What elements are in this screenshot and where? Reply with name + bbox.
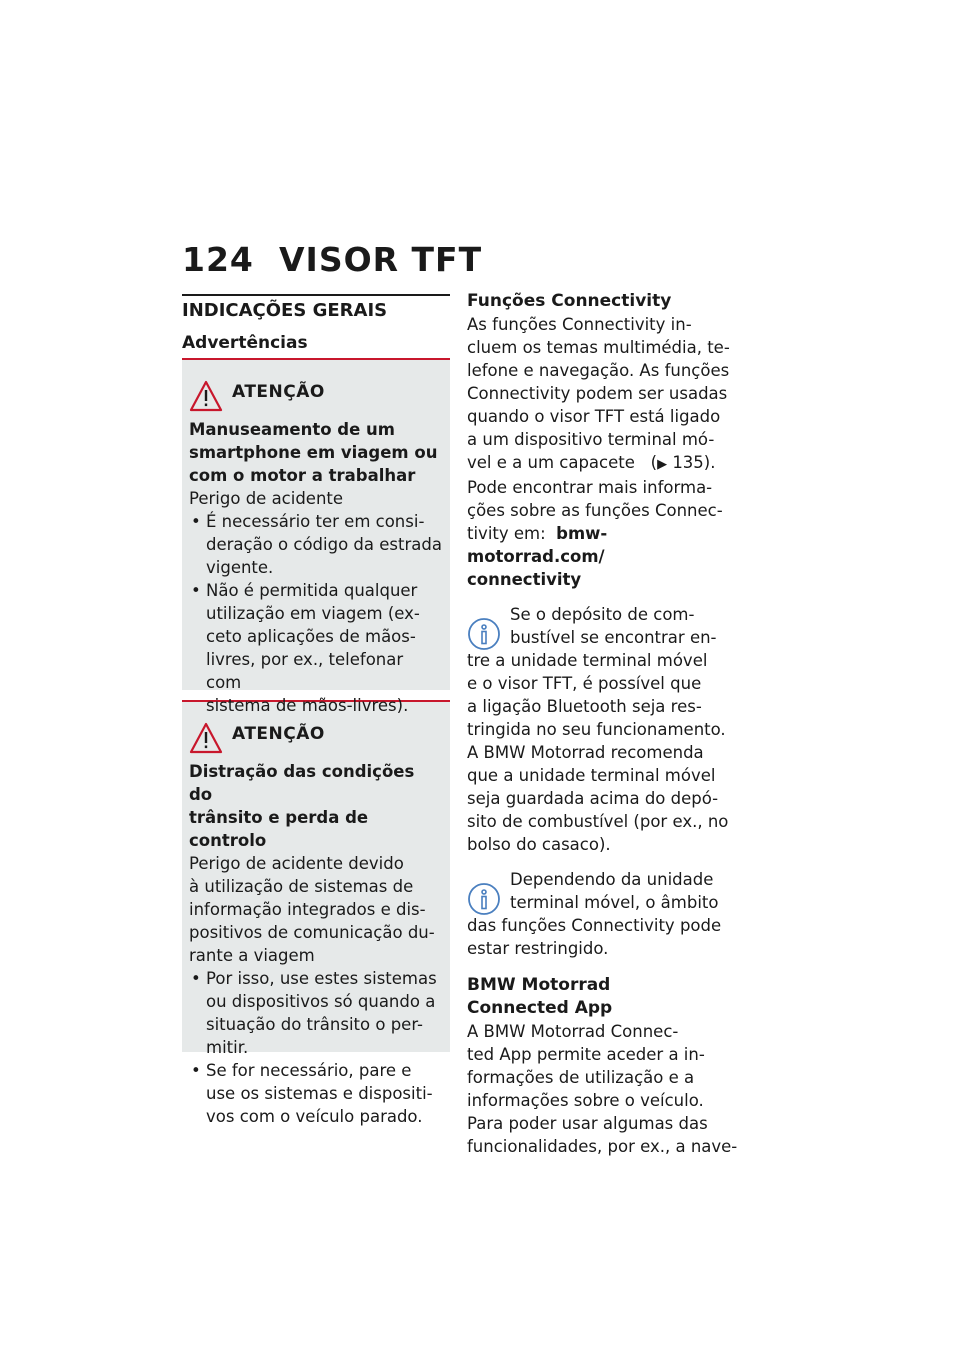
warning-label: ATENÇÃO xyxy=(232,724,325,744)
app-paragraph: A BMW Motorrad Connec- ted App permite aceder a in- formações de utilização e a informações sobre o veículo. Para poder usar algumas das funcionalidades, por ex., a nave- xyxy=(467,1022,738,1156)
warning-text: Perigo de acidente xyxy=(189,489,344,508)
info-icon xyxy=(467,617,501,651)
connectivity-title: Funções Connectivity xyxy=(467,291,672,311)
page-reference-arrow-icon: ▶ xyxy=(657,457,668,472)
warning-title: Manuseamento de um smartphone em viagem ou com o motor a trabalhar xyxy=(189,420,438,485)
right-column xyxy=(467,290,739,1158)
warning-box xyxy=(182,358,450,715)
connectivity-paragraph: As funções Connectivity in- cluem os temas multimédia, te- lefone e navegação. As funções Connectivity podem ser usadas quando o visor TFT está ligado a um dispositivo terminal mó- vel e a um capacete (▶ 135). Pode encontrar mais informa- ções sobre as funções Connec- tivity em: bmw-motorrad.com/ connectivity xyxy=(467,315,730,589)
bullet-item: • Por isso, use estes sistemas ou dispositivos só quando a situação do trânsito o per- mitir. xyxy=(189,967,443,1059)
left-column xyxy=(182,294,450,1126)
warning-triangle-icon xyxy=(189,722,223,754)
page-header xyxy=(182,240,782,280)
section-title: INDICAÇÕES GERAIS xyxy=(182,294,450,322)
warning-text: Perigo de acidente devido à utilização de sistemas de informação integrados e dis- positivos de comunicação du- rante a viagem xyxy=(189,854,435,965)
connectivity-link[interactable]: bmw-motorrad.com/ xyxy=(467,524,608,566)
warning-header xyxy=(189,378,443,418)
warning-triangle-icon xyxy=(189,380,223,412)
warning-bullet-list xyxy=(189,510,443,717)
page-title: VISOR TFT xyxy=(279,240,483,279)
warning-title: Distração das condições do trânsito e perda de controlo xyxy=(189,762,415,850)
bullet-item: • Não é permitida qualquer utilização em viagem (ex- ceto aplicações de mãos- livres, por ex., telefonar com sistema de mãos-livres). xyxy=(189,579,443,717)
warning-header xyxy=(189,720,443,760)
app-title: BMW Motorrad Connected App xyxy=(467,975,613,1018)
subsection-title: Advertências xyxy=(182,333,308,353)
warning-label: ATENÇÃO xyxy=(232,382,325,402)
info-note: Se o depósito de com- bustível se encontrar en- tre a unidade terminal móvel e o visor TFT, é possível que a ligação Bluetooth seja res- tringida no seu funcionamento. A BMW Motorrad recomenda que a unidade terminal móvel seja guardada acima do depó- sito de combustível (por ex., no bolso do casaco). xyxy=(467,605,729,854)
connectivity-link-continued[interactable]: connectivity xyxy=(467,570,582,589)
warning-bullet-list xyxy=(189,967,443,1128)
info-note: Dependendo da unidade terminal móvel, o âmbito das funções Connectivity pode estar restringido. xyxy=(467,870,722,958)
page-reference: 135). xyxy=(672,453,716,472)
info-icon xyxy=(467,882,501,916)
warning-box xyxy=(182,700,450,1126)
bullet-item: • É necessário ter em consi- deração o código da estrada vigente. xyxy=(189,510,443,579)
page-number: 124 xyxy=(182,240,254,279)
bullet-item: • Se for necessário, pare e use os sistemas e dispositi- vos com o veículo parado. xyxy=(189,1059,443,1128)
